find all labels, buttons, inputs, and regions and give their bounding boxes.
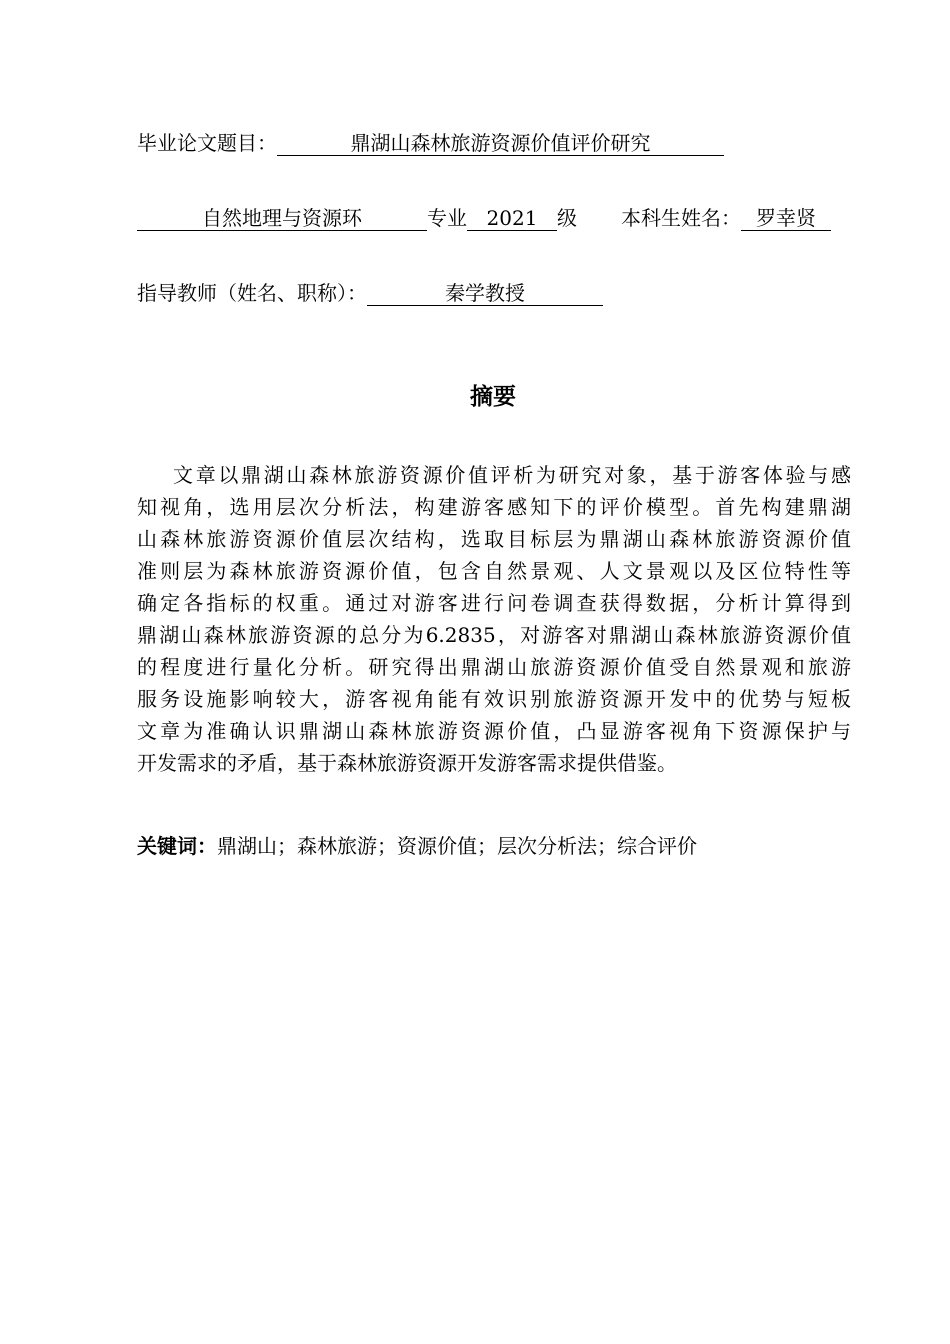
abstract-line: 的程度进行量化分析。研究得出鼎湖山旅游资源价值受自然景观和旅游 [137, 655, 851, 679]
abstract-line: 文章为准确认识鼎湖山森林旅游资源价值，凸显游客视角下资源保护与 [137, 719, 851, 743]
abstract-line: 开发需求的矛盾，基于森林旅游资源开发游客需求提供借鉴。 [137, 751, 677, 775]
abstract-body [137, 459, 851, 779]
thesis-title-field: 鼎湖山森林旅游资源价值评价研究 [277, 131, 724, 156]
abstract-line: 鼎湖山森林旅游资源的总分为6.2835，对游客对鼎湖山森林旅游资源价值 [137, 623, 851, 647]
advisor-label: 指导教师（姓名、职称）： [137, 281, 367, 305]
thesis-title-label: 毕业论文题目： [137, 131, 277, 155]
advisor-field: 秦学教授 [367, 281, 603, 306]
advisor-line [137, 279, 603, 307]
student-name-field: 罗幸贤 [741, 206, 831, 231]
year-suffix: 级 [557, 206, 577, 230]
major-field: 自然地理与资源环 [137, 206, 427, 231]
abstract-line: 文章以鼎湖山森林旅游资源价值评析为研究对象，基于游客体验与感 [173, 463, 851, 487]
abstract-heading: 摘要 [470, 384, 516, 410]
year-field: 2021 [467, 206, 557, 231]
student-name-label: 本科生姓名： [621, 206, 741, 230]
keywords-label: 关键词： [137, 834, 217, 858]
major-suffix: 专业 [427, 206, 467, 230]
abstract-line: 服务设施影响较大，游客视角能有效识别旅游资源开发中的优势与短板 [137, 687, 851, 711]
abstract-line: 知视角，选用层次分析法，构建游客感知下的评价模型。首先构建鼎湖 [137, 495, 851, 519]
keywords-text: 鼎湖山；森林旅游；资源价值；层次分析法；综合评价 [217, 834, 697, 858]
abstract-line: 准则层为森林旅游资源价值，包含自然景观、人文景观以及区位特性等 [137, 559, 851, 583]
thesis-title-line [137, 129, 724, 157]
student-info-line [137, 204, 831, 232]
abstract-line: 山森林旅游资源价值层次结构，选取目标层为鼎湖山森林旅游资源价值 [137, 527, 851, 551]
abstract-line: 确定各指标的权重。通过对游客进行问卷调查获得数据，分析计算得到 [137, 591, 851, 615]
keywords-line [137, 831, 697, 861]
